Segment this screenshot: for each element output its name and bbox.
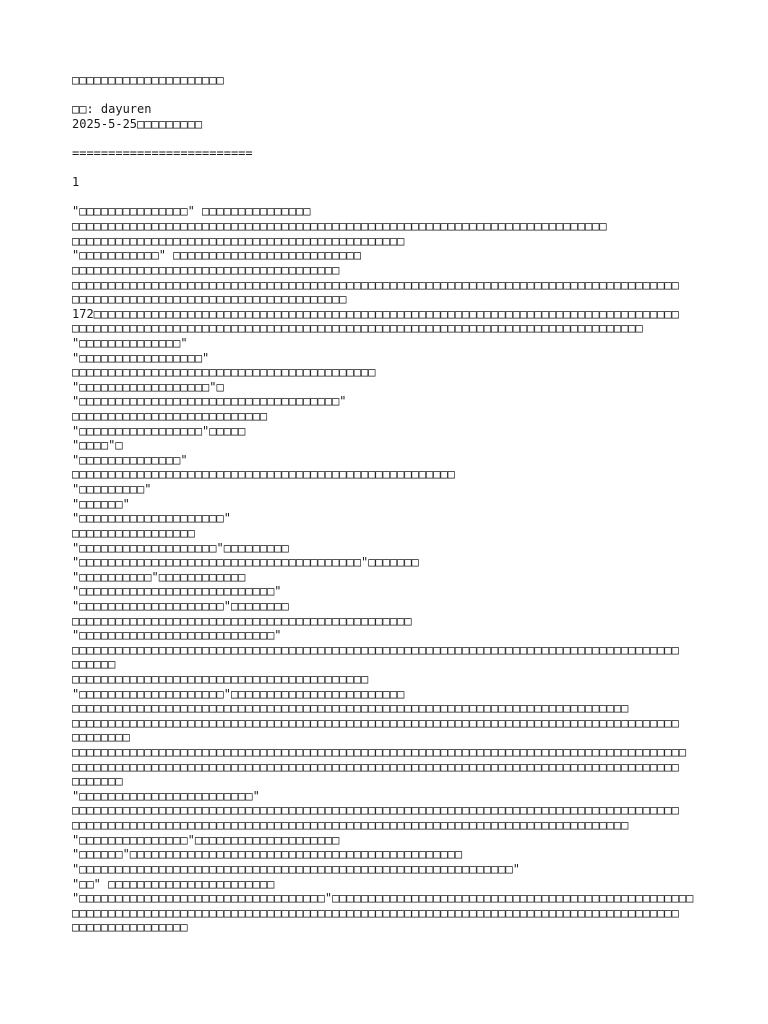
text-line: □□□□□□□□□□□□□□□□□□□□□□□□□□□□□□□□□□□□□□□□□ [72,671,369,686]
text-line: "□□□□□□□□□□□□□□□□□"□□□□□ [72,423,246,438]
text-line: "□□□□□□□□□□□□□□□" □□□□□□□□□□□□□□□ [72,204,311,219]
text-line: □□□□□□□□□□□□□□□□□□□□□□□□□□□□□□□□□□□□□□□□□□□□□□□□□□□□□□□□□□□□□□□□□□□□□□□□□□□□□ [72,818,629,833]
text-line: "□□□□□□□□□□□□□□" [72,335,188,350]
text-line: □□□□□□□□□□□□□□□□□□□□□□□□□□□□□□□□□□□□□□□□□□□□□□□□□□□□□□□□□□□□□□□□□□□□□□□□□□□□□□□□□□□□ [72,803,679,818]
text-line: □□□□□□□□□□□□□□□□ [72,920,188,935]
text-line: □□□□□□ [72,657,116,672]
text-line [72,161,712,176]
text-line [72,131,712,146]
text-line: "□□□□□□□□□□□□□□□□□□□□□□□□□□□" [72,584,282,599]
text-line: □□□□□□□□□□□□□□□□□□□□□□□□□□□□□□□□□□□□□□□□□□□□□□ [72,233,405,248]
text-line: □□□□□□□□□□□□□□□□□□□□□□□□□□□□□□□□□□□□□□□□□□□□□□□□□□□□□□□□□□□□□□□□□□□□□□□□□□ [72,219,607,234]
text-line: □□□□□□□□□□□□□□□□□□□□□□□□□□□□□□□□□□□□□□□□□□□□□□□□□□□□□□□□□□□□□□□□□□□□□□□□□□□□□□□□□□□□ [72,759,679,774]
text-line: "□□□□□□□□□□□□□□□"□□□□□□□□□□□□□□□□□□□□ [72,832,340,847]
text-line: □□: dayuren [72,102,152,117]
text-line: "□□□□□□"□□□□□□□□□□□□□□□□□□□□□□□□□□□□□□□□□□□□□□□□□□□□□□ [72,847,463,862]
text-line: "□□□□□□□□□□□□□□□□□□□□" [72,511,231,526]
text-line: "□□□□□□□□□" [72,482,152,497]
text-line: □□□□□□□□ [72,730,130,745]
text-line: □□□□□□□□□□□□□□□□□□□□□□□□□□□□□□□□□□□□□□□□□□□□□□□□□□□□□□□□□□□□□□□□□□□□□□□□□□□□□□□□□□□□ [72,905,679,920]
text-line [72,88,712,103]
text-line: □□□□□□□□□□□□□□□□□□□□□□□□□□□□□□□□□□□□□□□□□□□□□□□□□□□□□□□□□□□□□□□□□□□□□□□□□□□□□□□□□□□□ [72,277,679,292]
text-line: □□□□□□□□□□□□□□□□□□□□□□□□□□□□□□□□□□□□□□□□□□□□□□□□□□□□□□□□□□□□□□□□□□□□□□□□□□□□□□□□□□□□ [72,715,679,730]
text-line: "□□□□□□□□□□"□□□□□□□□□□□□ [72,569,246,584]
document-title: □□□□□□□□□□□□□□□□□□□□□ [72,73,224,87]
text-line: "□□□□□□□□□□□□□□□□□□□□□□□□□□□□□□□□□□"□□□□□□□□□□□□□□□□□□□□□□□□□□□□□□□□□□□□□□□□□□□□□□□□□□ [72,891,694,906]
text-line: 2025-5-25□□□□□□□□□ [72,116,203,131]
text-line: "□□□□□□□□□□□□□□□□□□□□□□□□" [72,788,260,803]
text-line: □□□□□□□□□□□□□□□□□□□□□□□□□□□□□□□□□□□□□□□□□□□□□□□□□□□□□□□□□□□□□□□□□□□□□□□□□□□□□□□□□□□□□ [72,745,687,760]
text-line: □□□□□□□□□□□□□□□□□□□□□□□□□□□□□□□□□□□□□□□□□□□□□□□□□□□□□□□□□□□□□□□□□□□□□□□□□□□□□□□□□□□□ [72,642,679,657]
text-line: 172□□□□□□□□□□□□□□□□□□□□□□□□□□□□□□□□□□□□□□□□□□□□□□□□□□□□□□□□□□□□□□□□□□□□□□□□□□□□□□□□□ [72,306,679,321]
text-line: "□□□□"□ [72,438,123,453]
text-line: □□□□□□□□□□□□□□□□□□□□□□□□□□□□□□□□□□□□□□ [72,292,347,307]
text-line: □□□□□□□□□□□□□□□□□ [72,525,195,540]
text-line: "□□□□□□□□□□□□□□□□□□□□□□□□□□□" [72,628,282,643]
text-line: □□□□□□□ [72,774,123,789]
text-line: □□□□□□□□□□□□□□□□□□□□□□□□□□□ [72,409,268,424]
text-line: ========================= [72,146,253,161]
text-line [72,190,712,205]
text-line: "□□□□□□" [72,496,130,511]
text-line: "□□□□□□□□□□□□□□□□□□□□□□□□□□□□□□□□□□□□" [72,394,347,409]
text-line: "□□□□□□□□□□□□□□□□□□□□"□□□□□□□□ [72,598,289,613]
text-line: □□□□□□□□□□□□□□□□□□□□□□□□□□□□□□□□□□□□□ [72,262,340,277]
text-line: "□□□□□□□□□□□□□□□□□□□"□□□□□□□□□ [72,540,289,555]
text-line: "□□□□□□□□□□□" □□□□□□□□□□□□□□□□□□□□□□□□□□ [72,248,361,263]
text-line: "□□□□□□□□□□□□□□□□□" [72,350,210,365]
text-line: "□□□□□□□□□□□□□□□□□□□□□□□□□□□□□□□□□□□□□□□"□□□□□□□ [72,555,419,570]
text-line: □□□□□□□□□□□□□□□□□□□□□□□□□□□□□□□□□□□□□□□□□□□□□□□□□□□□□□□□□□□□□□□□□□□□□□□□□□□□□□□ [72,321,643,336]
text-line: 1 [72,175,80,190]
document-body [72,73,712,935]
text-line: □□□□□□□□□□□□□□□□□□□□□□□□□□□□□□□□□□□□□□□□□□ [72,365,376,380]
text-line: □□□□□□□□□□□□□□□□□□□□□□□□□□□□□□□□□□□□□□□□□□□□□□□□□□□□□□□□□□□□□□□□□□□□□□□□□□□□□ [72,701,629,716]
text-line: "□□□□□□□□□□□□□□□□□□□□"□□□□□□□□□□□□□□□□□□□□□□□□ [72,686,405,701]
text-line: □□□□□□□□□□□□□□□□□□□□□□□□□□□□□□□□□□□□□□□□□□□□□□□ [72,613,412,628]
text-line: "□□□□□□□□□□□□□□" [72,452,188,467]
text-line: "□□□□□□□□□□□□□□□□□□□□□□□□□□□□□□□□□□□□□□□□□□□□□□□□□□□□□□□□□□□□" [72,861,520,876]
text-line: "□□□□□□□□□□□□□□□□□□"□ [72,379,224,394]
text-line: □□□□□□□□□□□□□□□□□□□□□□□□□□□□□□□□□□□□□□□□□□□□□□□□□□□□□ [72,467,455,482]
text-line: "□□" □□□□□□□□□□□□□□□□□□□□□□□ [72,876,275,891]
